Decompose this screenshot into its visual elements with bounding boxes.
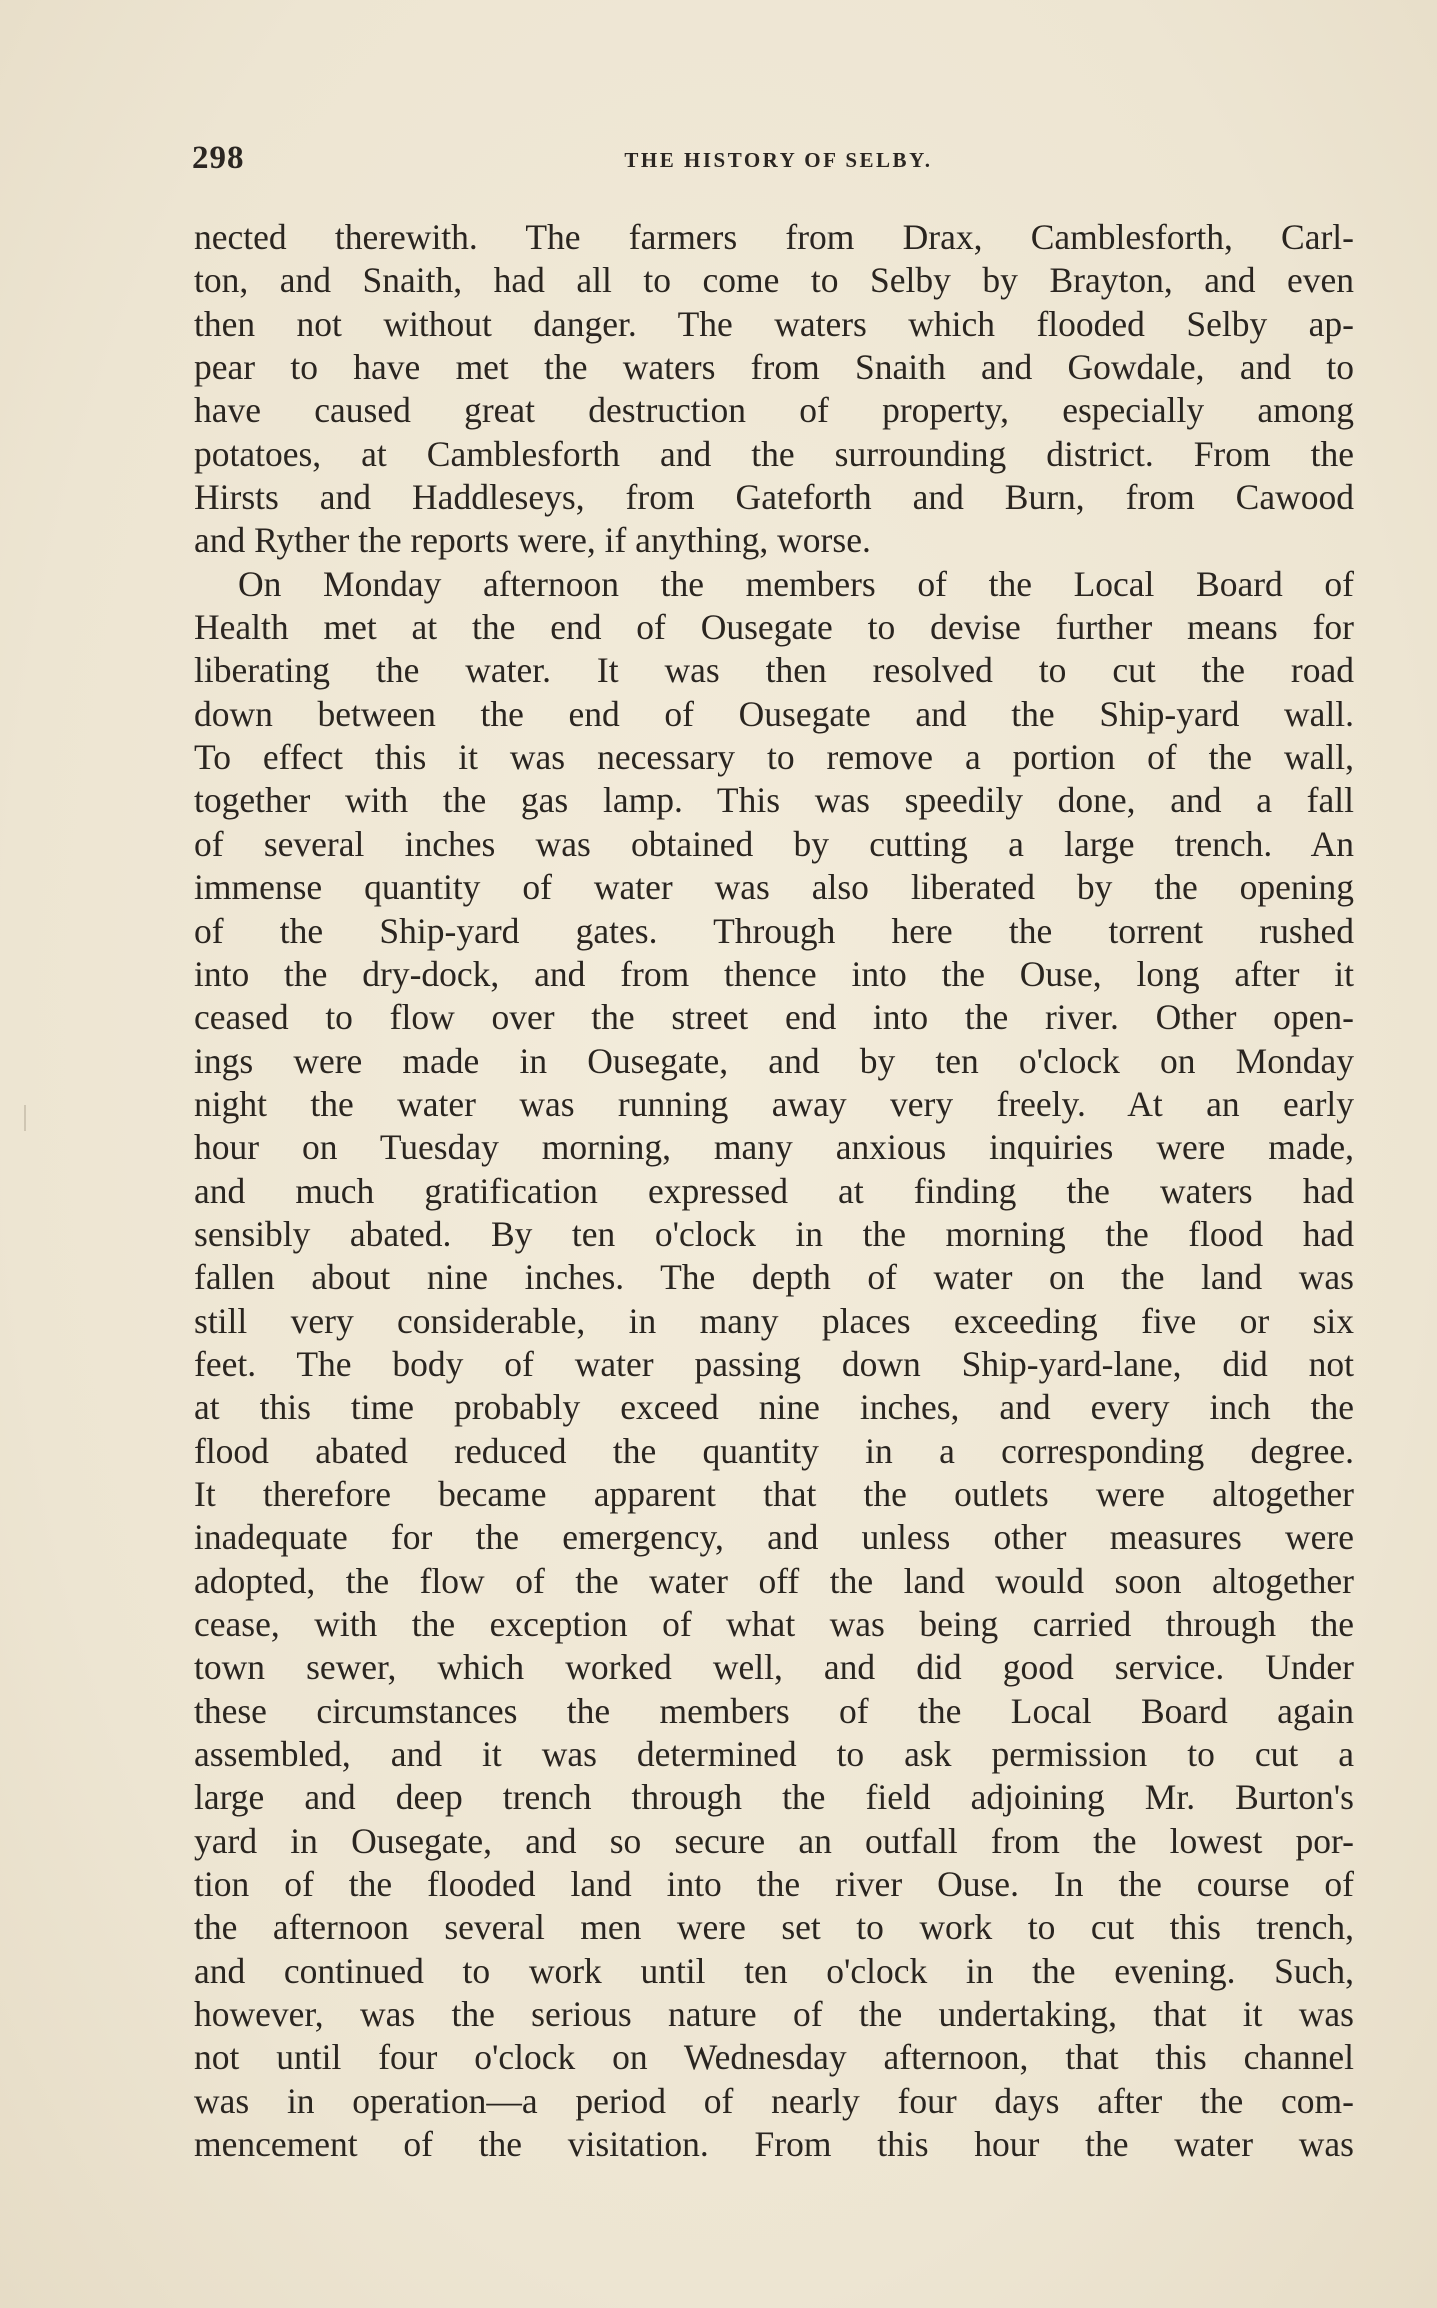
- text-line: was in operation—a period of nearly four days after the com-: [194, 2080, 1354, 2121]
- text-line: pear to have met the waters from Snaith and Gowdale, and to: [194, 347, 1354, 388]
- text-line: mencement of the visitation. From this hour the water was: [194, 2124, 1354, 2165]
- text-line: these circumstances the members of the Local Board again: [194, 1690, 1354, 1731]
- text-line: and much gratification expressed at finding the waters had: [194, 1170, 1354, 1211]
- text-line: night the water was running away very freely. At an early: [194, 1083, 1354, 1124]
- text-line: and continued to work until ten o'clock in the evening. Such,: [194, 1950, 1354, 1991]
- text-line: not until four o'clock on Wednesday afternoon, that this channel: [194, 2037, 1354, 2078]
- text-line: Health met at the end of Ousegate to devise further means for: [194, 607, 1354, 648]
- paragraph-start-line: On Monday afternoon the members of the Local Board of: [238, 563, 1354, 604]
- text-line: down between the end of Ousegate and the Ship-yard wall.: [194, 693, 1354, 734]
- margin-mark: [24, 1105, 26, 1131]
- body-text: [194, 216, 1354, 2166]
- text-line: large and deep trench through the field adjoining Mr. Burton's: [194, 1777, 1354, 1818]
- text-line: fallen about nine inches. The depth of water on the land was: [194, 1257, 1354, 1298]
- text-line: hour on Tuesday morning, many anxious inquiries were made,: [194, 1127, 1354, 1168]
- text-line: yard in Ousegate, and so secure an outfall from the lowest por-: [194, 1820, 1354, 1861]
- text-line: then not without danger. The waters which flooded Selby ap-: [194, 303, 1354, 344]
- text-line: cease, with the exception of what was being carried through the: [194, 1604, 1354, 1644]
- text-line: ceased to flow over the street end into the river. Other open-: [194, 997, 1354, 1038]
- text-line: tion of the flooded land into the river Ouse. In the course of: [194, 1864, 1354, 1905]
- text-line: liberating the water. It was then resolved to cut the road: [194, 650, 1354, 691]
- paragraph-end-line: and Ryther the reports were, if anything, worse.: [194, 520, 871, 561]
- page-number: 298: [192, 140, 245, 176]
- text-line: of the Ship-yard gates. Through here the torrent rushed: [194, 910, 1354, 951]
- text-line: sensibly abated. By ten o'clock in the morning the flood had: [194, 1213, 1354, 1254]
- text-line: have caused great destruction of property, especially among: [194, 390, 1354, 431]
- text-line: town sewer, which worked well, and did good service. Under: [194, 1647, 1354, 1688]
- running-head: [192, 140, 1355, 180]
- text-line: immense quantity of water was also liberated by the opening: [194, 867, 1354, 908]
- text-line: ings were made in Ousegate, and by ten o'clock on Monday: [194, 1040, 1354, 1081]
- text-line: nected therewith. The farmers from Drax, Camblesforth, Carl-: [194, 217, 1354, 257]
- text-line: feet. The body of water passing down Ship-yard-lane, did not: [194, 1343, 1354, 1384]
- text-line: however, was the serious nature of the undertaking, that it was: [194, 1994, 1354, 2035]
- text-line: Hirsts and Haddleseys, from Gateforth and Burn, from Cawood: [194, 477, 1354, 518]
- text-line: flood abated reduced the quantity in a corresponding degree.: [194, 1430, 1354, 1471]
- text-line: ton, and Snaith, had all to come to Selby by Brayton, and even: [194, 260, 1354, 301]
- page-title: THE HISTORY OF SELBY.: [624, 148, 933, 172]
- text-line: assembled, and it was determined to ask permission to cut a: [194, 1734, 1354, 1775]
- text-line: still very considerable, in many places exceeding five or six: [194, 1300, 1354, 1341]
- text-line: It therefore became apparent that the outlets were altogether: [194, 1473, 1354, 1514]
- text-line: the afternoon several men were set to work to cut this trench,: [194, 1907, 1354, 1948]
- text-line: of several inches was obtained by cutting a large trench. An: [194, 823, 1354, 864]
- text-line: at this time probably exceed nine inches, and every inch the: [194, 1387, 1354, 1428]
- text-line: inadequate for the emergency, and unless other measures were: [194, 1517, 1354, 1558]
- text-line: into the dry-dock, and from thence into the Ouse, long after it: [194, 953, 1354, 994]
- text-line: adopted, the flow of the water off the land would soon altogether: [194, 1560, 1354, 1601]
- text-line: To effect this it was necessary to remove a portion of the wall,: [194, 737, 1354, 778]
- text-line: potatoes, at Camblesforth and the surrounding district. From the: [194, 433, 1354, 474]
- text-line: together with the gas lamp. This was speedily done, and a fall: [194, 780, 1354, 821]
